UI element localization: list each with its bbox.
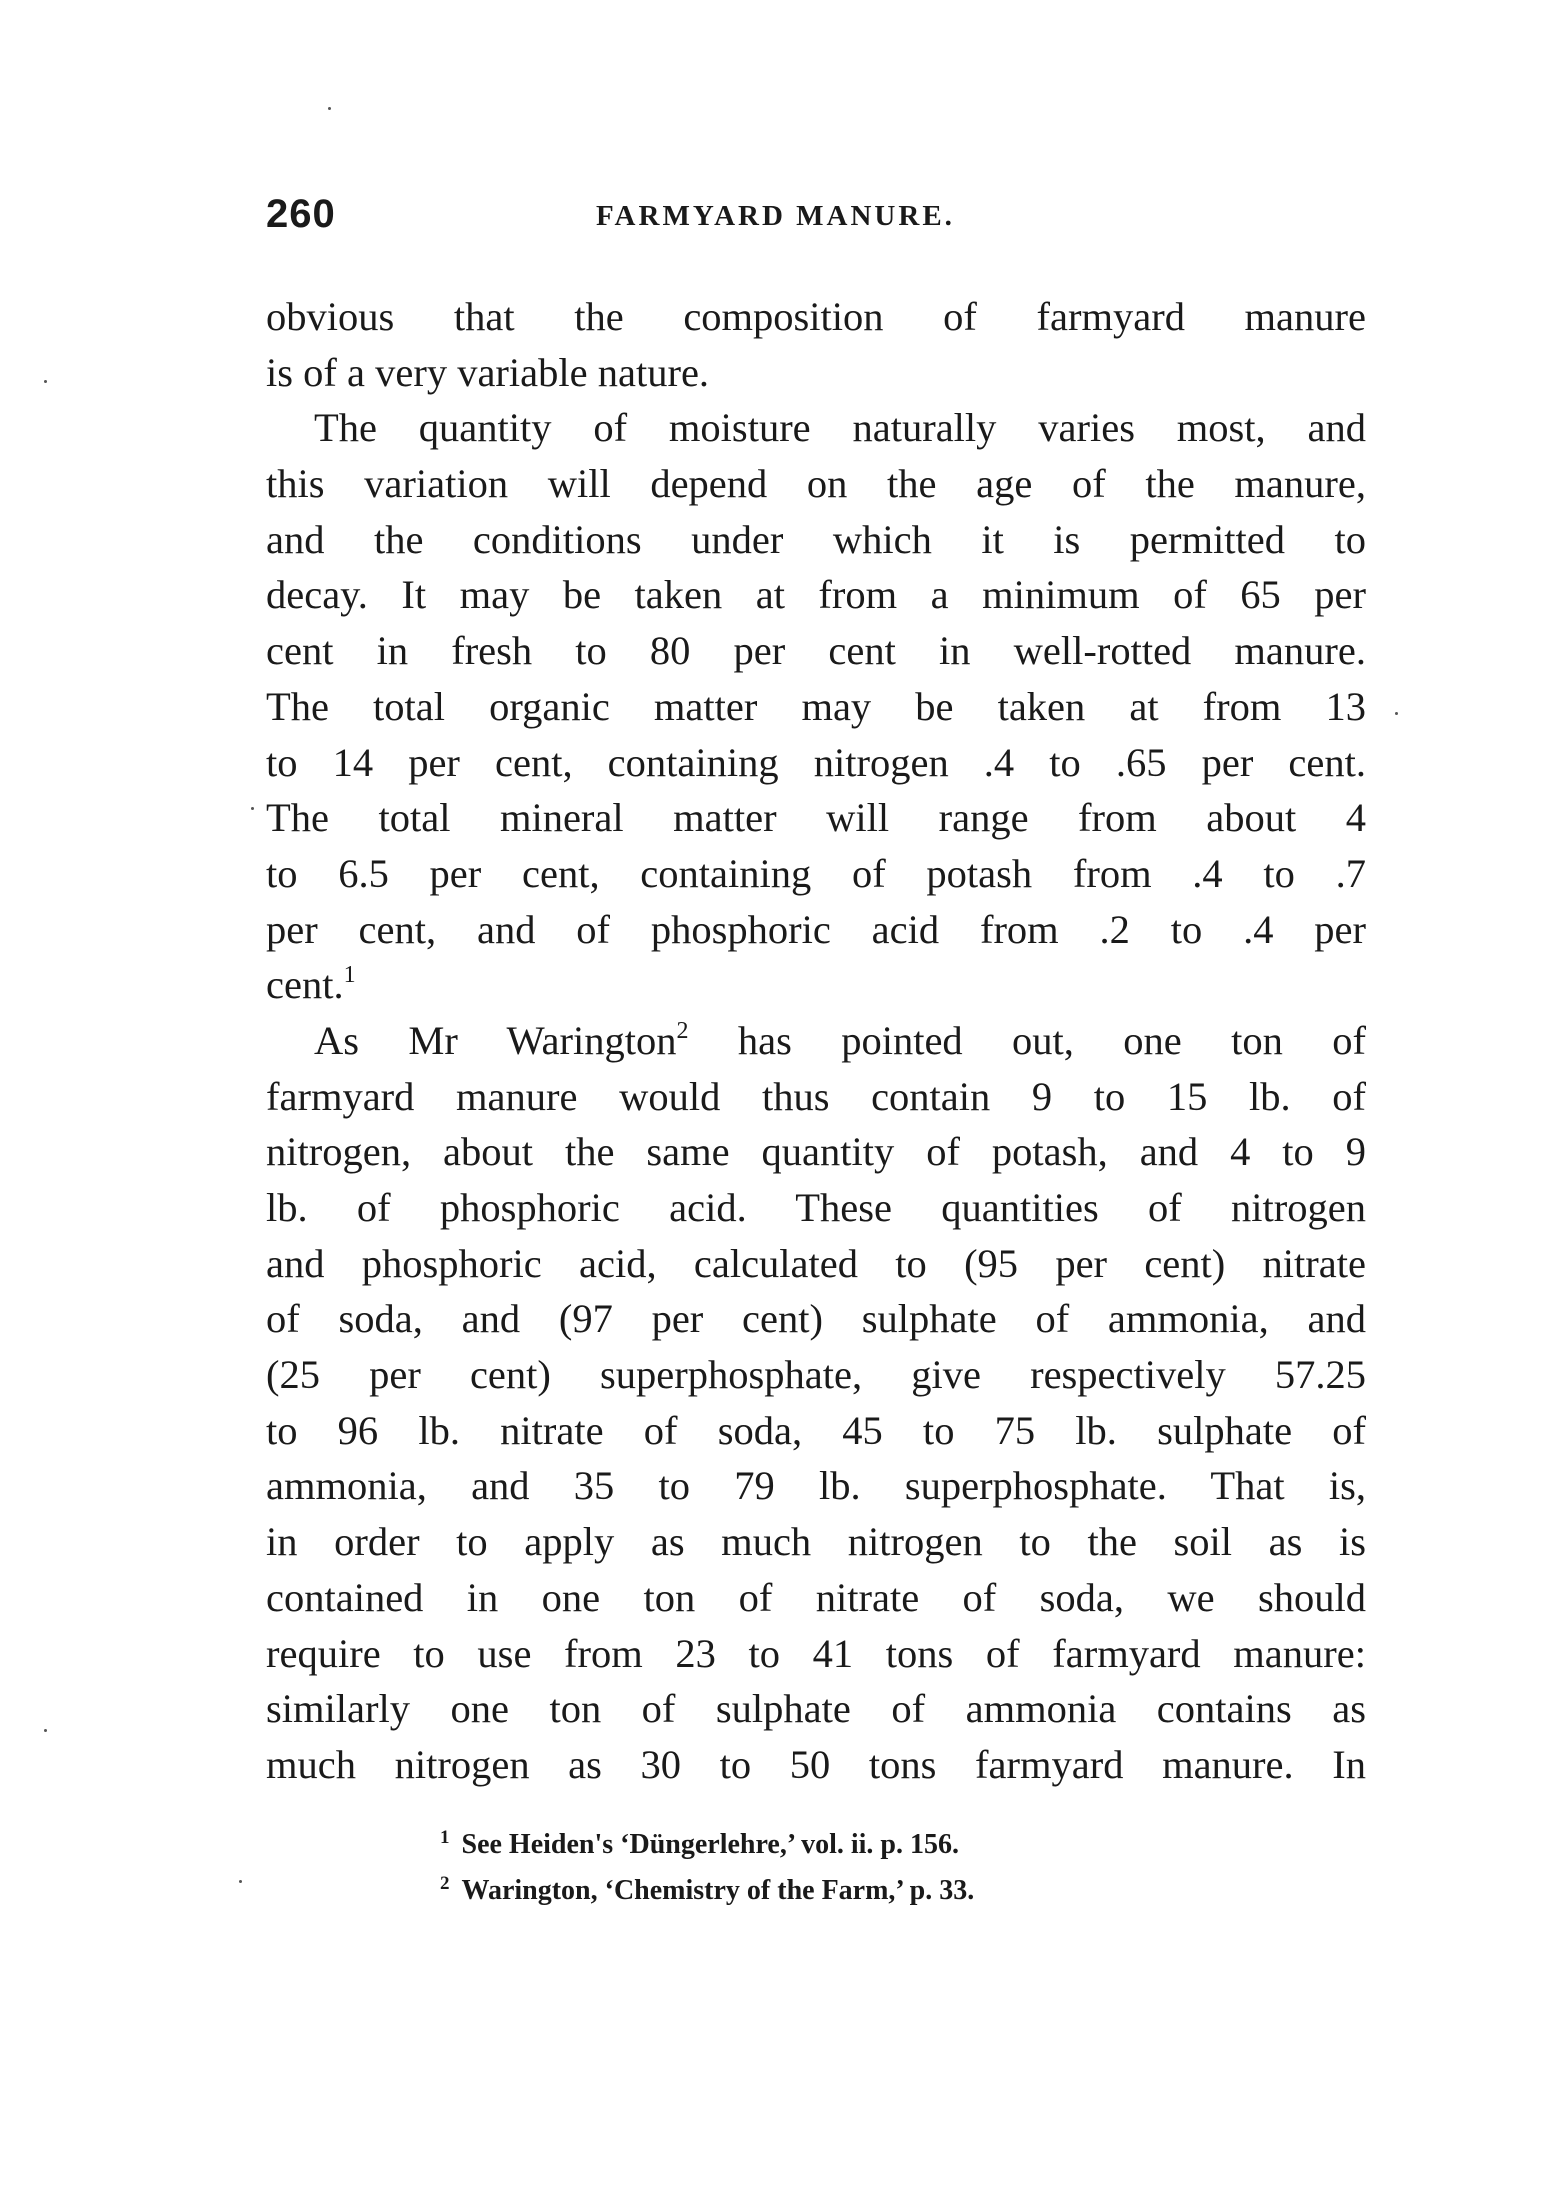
text-line: in order to apply as much nitrogen to the soil as is <box>266 1519 1366 1565</box>
body-text <box>266 289 1366 1793</box>
scan-speck <box>328 107 331 110</box>
footnote-mark: 2 <box>440 1873 450 1894</box>
text-line: to 14 per cent, containing nitrogen .4 to .65 per cent. <box>266 739 1366 785</box>
text-line: nitrogen, about the same quantity of potash, and 4 to 9 <box>266 1129 1366 1175</box>
text-line: per cent, and of phosphoric acid from .2 to .4 per <box>266 906 1366 952</box>
text-fragment: has pointed out, one ton of <box>688 1017 1366 1063</box>
footnote-reference: 2 <box>676 1017 689 1044</box>
text-line: lb. of phosphoric acid. These quantities of nitrogen <box>266 1185 1366 1230</box>
scan-speck <box>44 380 47 383</box>
footnote <box>440 1868 1340 1914</box>
text-line: to 6.5 per cent, containing of potash from .4 to .7 <box>266 850 1366 896</box>
text-line: and phosphoric acid, calculated to (95 per cent) nitrate <box>266 1240 1366 1286</box>
text-line: The total mineral matter will range from about 4 <box>266 795 1366 841</box>
text-line: obvious that the composition of farmyard manure <box>266 294 1366 339</box>
text-line: decay. It may be taken at from a minimum of 65 per <box>266 572 1366 618</box>
text-line: (25 per cent) superphosphate, give respectively 57.25 <box>266 1352 1366 1398</box>
text-line <box>266 957 1366 1013</box>
footnotes <box>440 1822 1340 1914</box>
scan-speck <box>239 1880 242 1883</box>
footnote-mark: 1 <box>440 1827 450 1848</box>
text-line: The total organic matter may be taken at from 13 <box>266 683 1366 729</box>
footnote-text: See Heiden's ‘Düngerlehre,’ vol. ii. p. 156. <box>461 1829 959 1860</box>
footnote-text: Warington, ‘Chemistry of the Farm,’ p. 33. <box>461 1875 975 1906</box>
text-fragment: As Mr Warington <box>314 1017 677 1063</box>
scan-speck <box>44 1729 47 1732</box>
text-line: The quantity of moisture naturally varies most, and <box>314 405 1366 451</box>
text-line: cent in fresh to 80 per cent in well-rotted manure. <box>266 628 1366 674</box>
text-line <box>266 1013 1366 1069</box>
scan-speck <box>1395 712 1398 715</box>
text-line: similarly one ton of sulphate of ammonia contains as <box>266 1686 1366 1732</box>
footnote-reference: 1 <box>343 962 356 989</box>
page-header <box>266 192 1366 242</box>
text-line: and the conditions under which it is permitted to <box>266 516 1366 562</box>
page-number: 260 <box>266 192 336 236</box>
text-line: is of a very variable nature. <box>266 349 710 395</box>
footnote <box>440 1822 1340 1868</box>
scan-speck <box>251 807 254 810</box>
text-line: farmyard manure would thus contain 9 to 15 lb. of <box>266 1073 1366 1119</box>
running-title: FARMYARD MANURE. <box>596 200 955 232</box>
text-fragment: cent. <box>266 962 344 1008</box>
text-line: to 96 lb. nitrate of soda, 45 to 75 lb. sulphate of <box>266 1407 1366 1453</box>
text-line: much nitrogen as 30 to 50 tons farmyard manure. In <box>266 1741 1366 1787</box>
text-line: of soda, and (97 per cent) sulphate of ammonia, and <box>266 1296 1366 1342</box>
text-line: contained in one ton of nitrate of soda, we should <box>266 1574 1366 1620</box>
text-line: this variation will depend on the age of the manure, <box>266 461 1366 507</box>
text-line: require to use from 23 to 41 tons of farmyard manure: <box>266 1630 1366 1676</box>
text-line: ammonia, and 35 to 79 lb. superphosphate. That is, <box>266 1463 1366 1509</box>
